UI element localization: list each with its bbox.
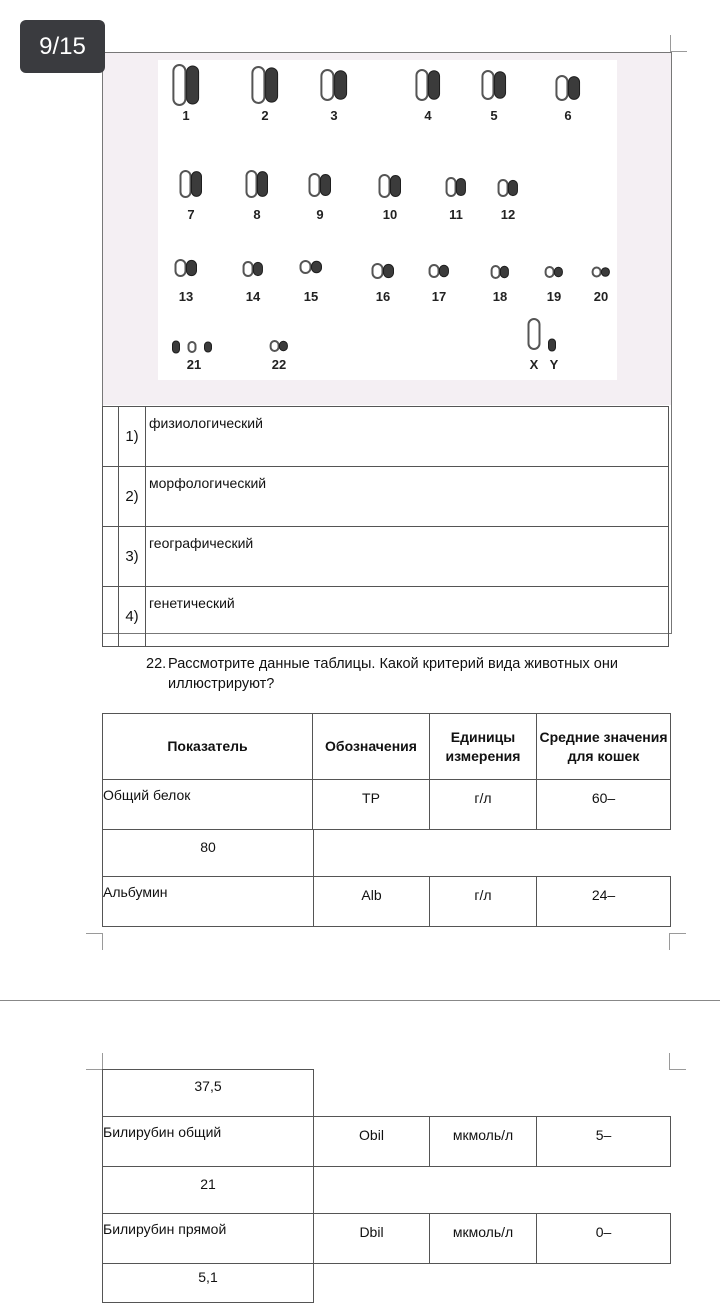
option-row[interactable] xyxy=(103,587,669,647)
table-cell-code: Alb xyxy=(313,876,430,927)
chromosome-light xyxy=(430,265,439,277)
table-cell-name: Билирубин прямой xyxy=(102,1213,314,1264)
chromosome-label: 18 xyxy=(492,289,508,304)
table-header-cell: Обозначения xyxy=(312,713,430,780)
chromosome-dark xyxy=(205,342,212,352)
chromosome-label: 8 xyxy=(253,207,261,222)
chromosome-dark xyxy=(508,180,517,195)
chromosome-dark xyxy=(495,72,506,99)
option-marker-cell[interactable] xyxy=(103,587,119,647)
table-cell-value: 0– xyxy=(536,1213,671,1264)
chromosome-label: 3 xyxy=(330,108,338,123)
chromosome-dark xyxy=(312,261,322,272)
chromosome-light xyxy=(593,268,601,277)
chromosome-light xyxy=(482,71,493,99)
chromosome-dark xyxy=(192,172,202,197)
question-text: Рассмотрите данные таблицы. Какой критерий вида животных они иллюстрируют? xyxy=(168,656,618,692)
table-cell-code: Obil xyxy=(313,1116,430,1167)
chromosome-light xyxy=(244,262,253,276)
table-header-cell: Средние значения для кошек xyxy=(536,713,671,780)
chromosome-dark xyxy=(384,264,394,277)
chromosome-label: 16 xyxy=(375,289,391,304)
table-cell-name: Билирубин общий xyxy=(102,1116,314,1167)
chromosome-light xyxy=(380,175,390,197)
chromosome-dark xyxy=(549,339,556,351)
chromosome-light xyxy=(546,267,554,277)
table-cell-name: Общий белок xyxy=(102,779,313,830)
karyotype-image xyxy=(158,60,617,380)
crop-mark xyxy=(669,933,686,950)
chromosome-label: 1 xyxy=(182,108,190,123)
chromosome-dark xyxy=(391,176,401,197)
chromosome-dark xyxy=(187,66,199,104)
chromosome-label: 4 xyxy=(424,108,432,123)
chromosome-dark xyxy=(569,77,580,100)
chromosome-dark xyxy=(335,71,347,100)
question-22 xyxy=(146,654,646,694)
option-number: 3) xyxy=(119,527,146,587)
option-row[interactable] xyxy=(103,407,669,467)
chromosome-light xyxy=(271,341,279,351)
table-cell-value: 24– xyxy=(536,876,671,927)
chromosome-dark xyxy=(601,268,609,277)
chromosome-dark xyxy=(258,172,268,197)
chromosome-dark xyxy=(456,178,465,195)
page-indicator: 9/15 xyxy=(20,20,105,73)
chromosome-light xyxy=(321,70,333,100)
question-number: 22. xyxy=(146,656,167,672)
chromosome-light xyxy=(247,171,257,197)
chromosome-dark xyxy=(187,260,197,275)
table-cell-code: Dbil xyxy=(313,1213,430,1264)
chromosome-label: 5 xyxy=(490,108,498,123)
table-cell-unit: мкмоль/л xyxy=(429,1116,537,1167)
table-cell-value: 5– xyxy=(536,1116,671,1167)
crop-mark xyxy=(86,1053,103,1070)
chromosome-light xyxy=(447,178,456,196)
option-marker-cell[interactable] xyxy=(103,467,119,527)
chromosome-light xyxy=(176,260,186,276)
chromosome-label: 11 xyxy=(449,207,463,222)
chromosome-label: 22 xyxy=(271,357,287,372)
option-text: генетический xyxy=(146,587,669,647)
option-number: 1) xyxy=(119,407,146,467)
chromosome-label: 21 xyxy=(186,357,202,372)
table-header-cell: Единицы измерения xyxy=(429,713,537,780)
table-cell-continuation: 5,1 xyxy=(102,1263,314,1303)
table-header-cell: Показатель xyxy=(102,713,313,780)
chromosome-dark xyxy=(554,267,562,277)
chromosome-light xyxy=(301,261,311,273)
chromosome-light xyxy=(556,76,567,100)
chromosome-label: 20 xyxy=(593,289,609,304)
chromosome-dark xyxy=(173,341,180,353)
table-cell-code: TP xyxy=(312,779,430,830)
chromosome-dark xyxy=(253,262,262,275)
chromosome-label: Y xyxy=(549,357,559,372)
chromosome-light xyxy=(310,174,320,196)
chromosome-label: 17 xyxy=(431,289,447,304)
crop-mark xyxy=(669,1053,686,1070)
table-cell-unit: г/л xyxy=(429,876,537,927)
page-divider xyxy=(0,1000,720,1001)
chromosome-light xyxy=(416,70,427,100)
chromosome-light xyxy=(252,67,264,103)
chromosome-label: 7 xyxy=(187,207,195,222)
chromosome-light xyxy=(181,171,191,197)
table-cell-continuation: 37,5 xyxy=(102,1069,314,1117)
chromosome-label: 9 xyxy=(316,207,324,222)
crop-mark xyxy=(670,35,687,52)
chromosome-label: 6 xyxy=(564,108,572,123)
option-number: 4) xyxy=(119,587,146,647)
answer-options-table xyxy=(102,406,669,647)
option-number: 2) xyxy=(119,467,146,527)
chromosome-light xyxy=(173,65,185,105)
option-text: географический xyxy=(146,527,669,587)
table-cell-value: 60– xyxy=(536,779,671,830)
option-text: морфологический xyxy=(146,467,669,527)
chromosome-dark xyxy=(439,265,448,276)
chromosome-dark xyxy=(429,71,440,100)
chromosome-light xyxy=(492,266,500,278)
crop-mark xyxy=(86,933,103,950)
table-cell-unit: мкмоль/л xyxy=(429,1213,537,1264)
option-row[interactable] xyxy=(103,527,669,587)
table-cell-continuation: 21 xyxy=(102,1166,314,1214)
chromosome-light xyxy=(529,319,540,349)
chromosome-label: 12 xyxy=(500,207,516,222)
chromosome-dark xyxy=(279,341,287,351)
option-text: физиологический xyxy=(146,407,669,467)
table-cell-continuation: 80 xyxy=(102,829,314,877)
option-marker-cell[interactable] xyxy=(103,407,119,467)
chromosome-light xyxy=(499,180,508,196)
chromosome-label: 19 xyxy=(546,289,562,304)
table-cell-name: Альбумин xyxy=(102,876,314,927)
chromosome-dark xyxy=(500,266,508,277)
chromosome-label: X xyxy=(529,357,539,372)
chromosome-label: 15 xyxy=(303,289,319,304)
option-row[interactable] xyxy=(103,467,669,527)
chromosome-label: 2 xyxy=(261,108,269,123)
chromosome-light xyxy=(373,264,383,278)
option-marker-cell[interactable] xyxy=(103,527,119,587)
chromosome-label: 14 xyxy=(245,289,261,304)
table-cell-unit: г/л xyxy=(429,779,537,830)
chromosome-light xyxy=(189,342,196,352)
chromosome-dark xyxy=(321,175,331,196)
chromosome-dark xyxy=(266,68,278,102)
chromosome-label: 13 xyxy=(178,289,194,304)
chromosome-label: 10 xyxy=(382,207,398,222)
